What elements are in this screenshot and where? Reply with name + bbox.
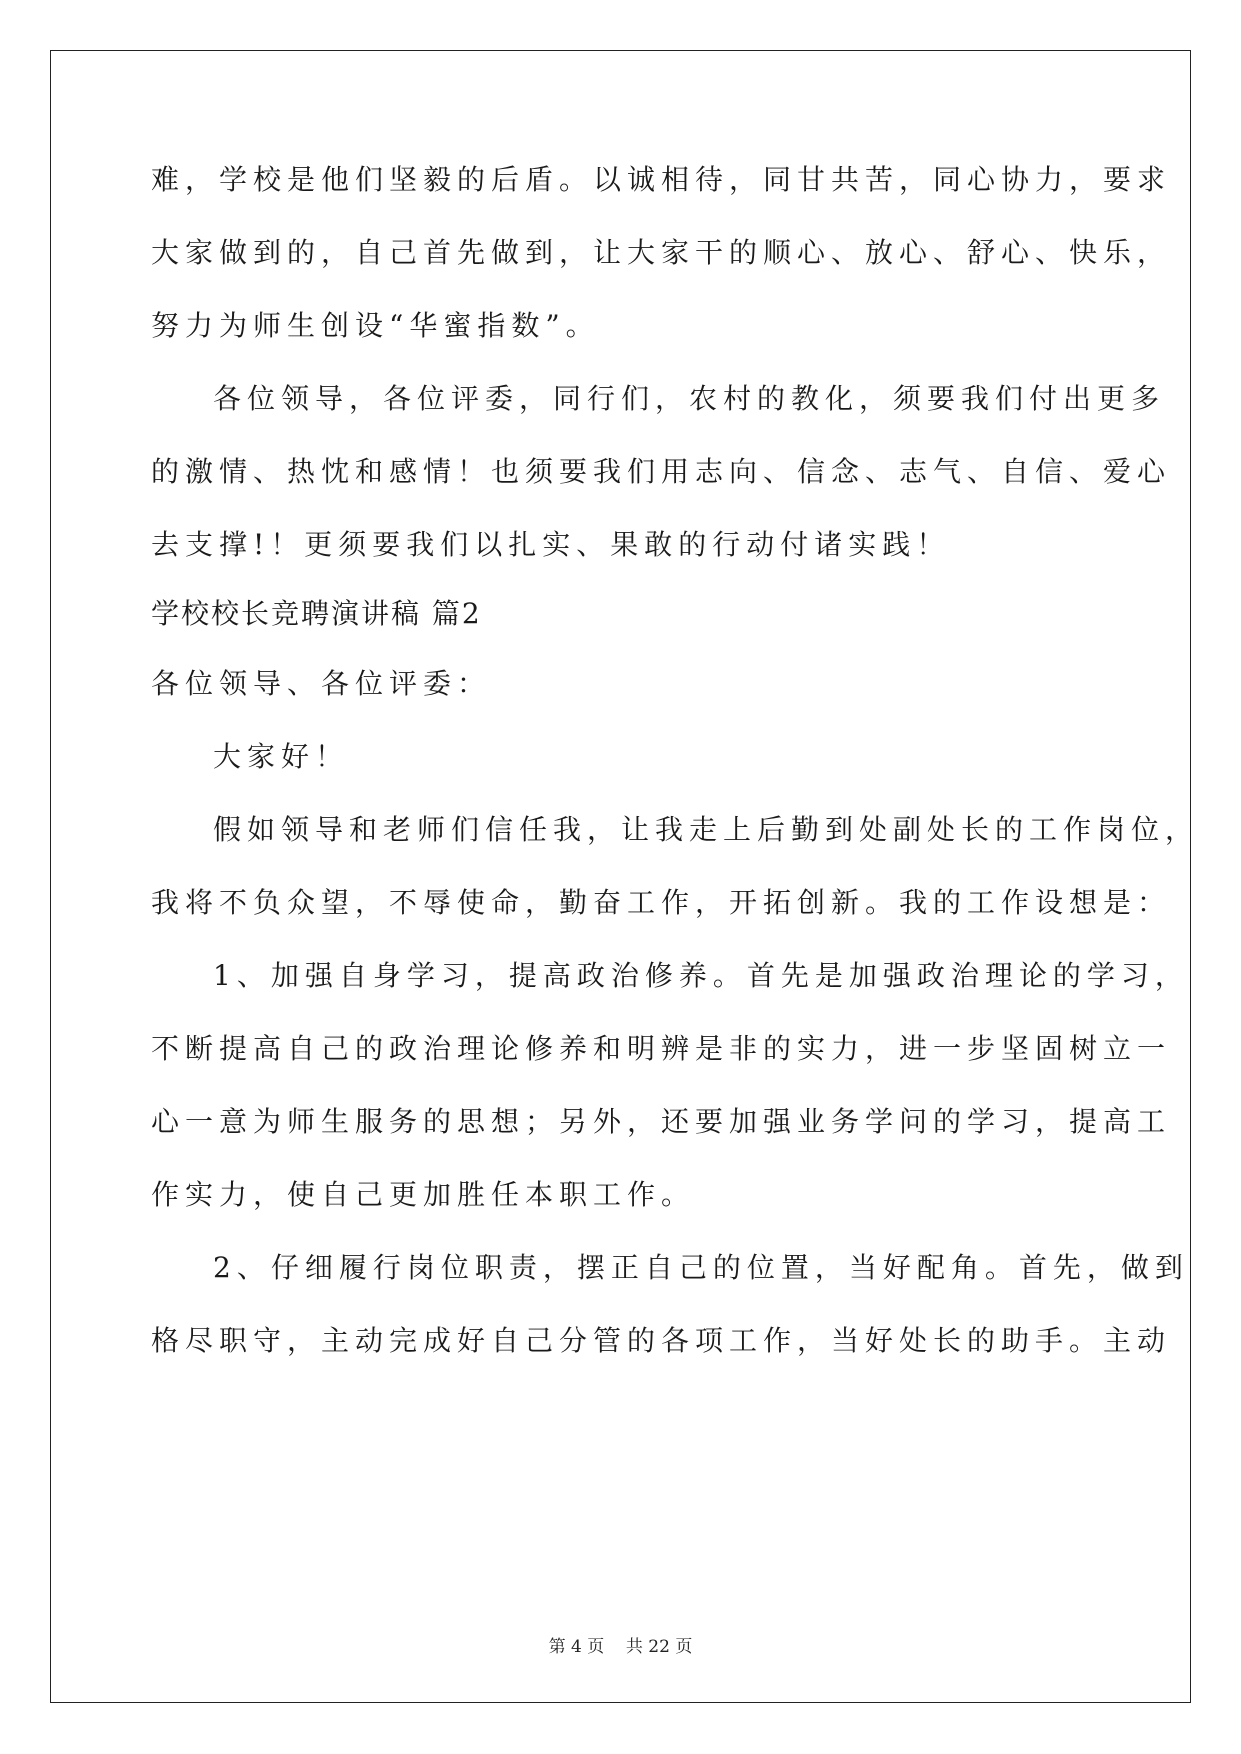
body-line: 心一意为师生服务的思想；另外，还要加强业务学问的学习，提高工 (151, 1105, 1172, 1138)
page-border (50, 50, 1191, 1703)
page-number-footer: 第 4 页 共 22 页 (548, 1637, 693, 1657)
body-line: 2、仔细履行岗位职责，摆正自己的位置，当好配角。首先，做到 (213, 1251, 1189, 1284)
body-line: 的激情、热忱和感情！也须要我们用志向、信念、志气、自信、爱心 (151, 455, 1172, 488)
greeting: 大家好！ (213, 740, 350, 773)
body-line: 难，学校是他们坚毅的后盾。以诚相待，同甘共苦，同心协力，要求 (151, 163, 1172, 196)
body-line: 1、加强自身学习，提高政治修养。首先是加强政治理论的学习， (213, 959, 1189, 992)
body-line: 假如领导和老师们信任我，让我走上后勤到处副处长的工作岗位， (213, 813, 1200, 846)
salutation: 各位领导、各位评委： (151, 667, 492, 700)
body-line: 大家做到的，自己首先做到，让大家干的顺心、放心、舒心、快乐， (151, 236, 1172, 269)
body-line: 不断提高自己的政治理论修养和明辨是非的实力，进一步坚固树立一 (151, 1032, 1172, 1065)
body-line: 作实力，使自己更加胜任本职工作。 (151, 1178, 696, 1211)
body-line: 各位领导，各位评委，同行们，农村的教化，须要我们付出更多 (213, 382, 1166, 415)
body-line: 格尽职守，主动完成好自己分管的各项工作，当好处长的助手。主动 (151, 1324, 1172, 1357)
body-line: 我将不负众望，不辱使命，勤奋工作，开拓创新。我的工作设想是： (151, 886, 1172, 919)
section-heading: 学校校长竞聘演讲稿 篇2 (151, 597, 482, 630)
body-line: 去支撑!！更须要我们以扎实、果敢的行动付诸实践！ (151, 528, 951, 561)
body-line: 努力为师生创设“华蜜指数”。 (151, 309, 600, 342)
